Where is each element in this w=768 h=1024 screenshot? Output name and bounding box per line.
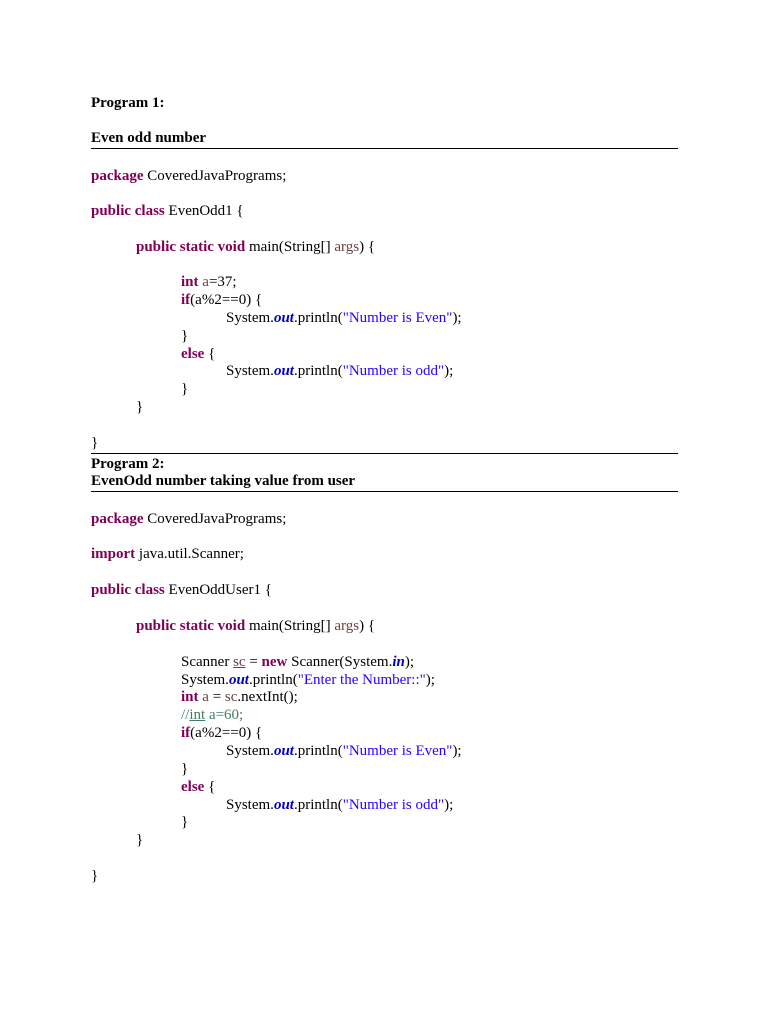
code-text: ); [425,672,435,688]
code-text: System. [181,672,229,688]
program2-title-rule [91,491,678,492]
variable: sc [224,689,238,705]
program1-close-if: } [181,328,189,344]
keyword: public class [91,582,165,598]
code-text: System. [226,743,274,759]
code-text: System. [226,797,274,813]
program-separator-rule [91,453,678,454]
keyword: else [181,346,205,362]
program2-println-even [226,742,462,760]
keyword: public static void [136,618,246,634]
program1-close-else: } [181,381,189,397]
code-text: main(String[] [245,239,335,255]
code-text: .println( [248,672,298,688]
program1-title-rule [91,148,678,149]
program2-else-line [181,778,215,796]
code-text: ); [444,797,454,813]
code-text: System. [226,310,274,326]
keyword: else [181,779,205,795]
field: out [273,363,294,379]
field: in [392,654,405,670]
variable: sc [233,654,246,670]
program1-int-line [181,273,237,291]
program2-close-class: } [91,868,99,884]
program1-title: Even odd number [91,130,207,146]
field: out [273,743,294,759]
keyword: public class [91,203,165,219]
keyword: new [261,654,288,670]
keyword: package [91,168,144,184]
program2-import-line [91,545,244,563]
string-literal: "Number is Even" [342,310,453,326]
code-text: .println( [293,797,343,813]
comment-text: // [181,707,190,723]
code-text: CoveredJavaPrograms; [143,511,287,527]
code-text: ); [404,654,415,670]
code-text: ) { [359,618,376,634]
code-text: =37; [208,274,237,290]
keyword: int [181,689,199,705]
keyword: package [91,511,144,527]
comment-text: int [189,707,206,723]
program1-package-line [91,167,286,185]
code-text: ); [444,363,454,379]
code-text: Scanner(System. [287,654,393,670]
code-text: Scanner [181,654,234,670]
program1-main-line [136,238,375,256]
variable: a [198,689,209,705]
code-text: EvenOddUser1 { [164,582,272,598]
string-literal: "Enter the Number::" [297,672,426,688]
code-text: .println( [293,743,343,759]
program2-package-line [91,510,286,528]
program2-int-line [181,688,298,706]
keyword: if [181,292,191,308]
code-text: main(String[] [245,618,335,634]
program1-println-odd [226,362,453,380]
comment-text: a=60; [205,707,244,723]
program2-heading: Program 2: [91,456,165,472]
keyword: import [91,546,136,562]
program1-class-line [91,202,244,220]
program2-println-enter [181,671,435,689]
program2-close-if: } [181,761,189,777]
code-text: { [204,779,216,795]
program2-if-line [181,724,262,742]
field: out [273,310,294,326]
keyword: public static void [136,239,246,255]
code-text: EvenOdd1 { [164,203,244,219]
code-text: .println( [293,310,343,326]
field: out [228,672,249,688]
keyword: int [181,274,199,290]
code-text: (a%2==0) { [190,725,263,741]
program2-close-main: } [136,832,144,848]
code-text: java.util.Scanner; [135,546,244,562]
code-text: CoveredJavaPrograms; [143,168,287,184]
program2-comment-line [181,706,243,724]
code-text: ); [452,310,462,326]
program2-println-odd [226,796,453,814]
program1-else-line [181,345,215,363]
code-text: .nextInt(); [237,689,298,705]
program1-if-line [181,291,262,309]
code-text: ) { [359,239,376,255]
program1-heading: Program 1: [91,95,165,111]
program1-close-main: } [136,399,144,415]
code-text: System. [226,363,274,379]
field: out [273,797,294,813]
variable: a [198,274,209,290]
code-text: (a%2==0) { [190,292,263,308]
code-text: = [245,654,262,670]
program2-title: EvenOdd number taking value from user [91,473,356,489]
code-text: = [208,689,225,705]
code-text: .println( [293,363,343,379]
program2-scanner-line [181,653,414,671]
variable: args [334,239,360,255]
program1-println-even [226,309,462,327]
code-text: ); [452,743,462,759]
keyword: if [181,725,191,741]
string-literal: "Number is Even" [342,743,453,759]
code-text: { [204,346,216,362]
program2-close-else: } [181,814,189,830]
string-literal: "Number is odd" [342,797,445,813]
program2-main-line [136,617,375,635]
program1-close-class: } [91,435,99,451]
program2-class-line [91,581,272,599]
variable: args [334,618,360,634]
string-literal: "Number is odd" [342,363,445,379]
